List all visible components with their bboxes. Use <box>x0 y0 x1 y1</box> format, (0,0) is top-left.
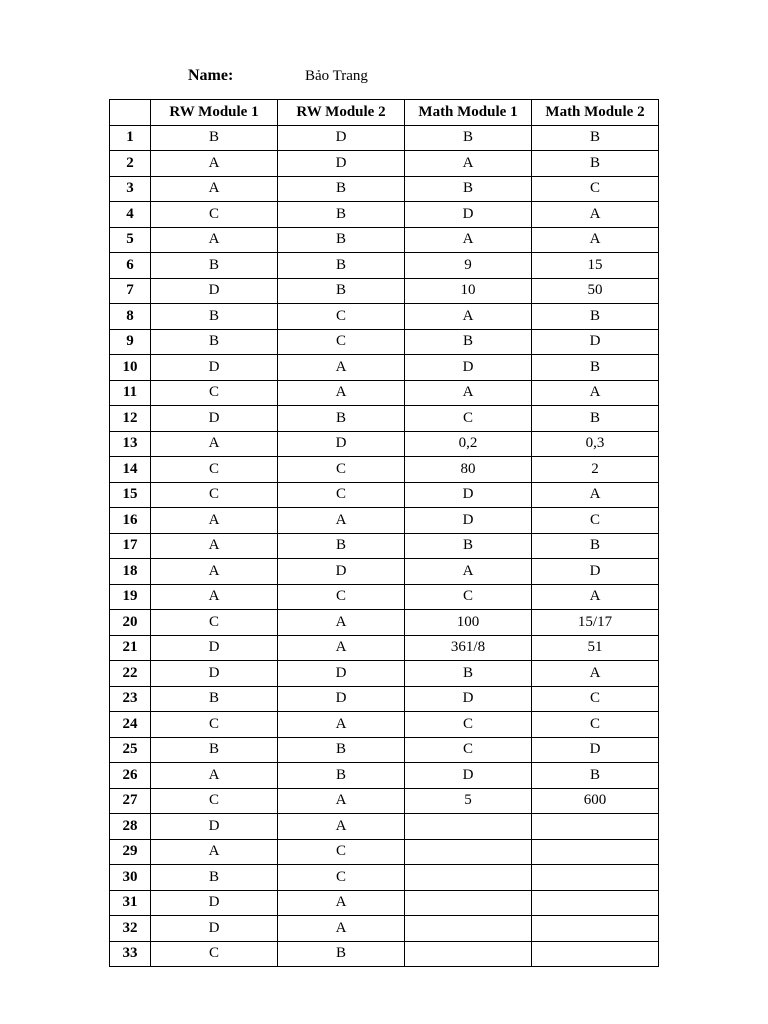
math-module-2-answer-cell: A <box>532 380 659 406</box>
rw-module-2-answer-cell: A <box>278 890 405 916</box>
math-module-2-answer-cell: 15/17 <box>532 610 659 636</box>
table-row <box>110 304 659 330</box>
rw-module-1-answer-cell: A <box>151 533 278 559</box>
table-row <box>110 788 659 814</box>
math-module-2-answer-cell: A <box>532 202 659 228</box>
math-module-2-answer-cell: A <box>532 584 659 610</box>
math-module-1-answer-cell: 10 <box>405 278 532 304</box>
math-module-2-answer-cell: C <box>532 712 659 738</box>
question-number-cell: 16 <box>110 508 151 534</box>
rw-module-1-answer-cell: A <box>151 227 278 253</box>
math-module-1-answer-cell: C <box>405 737 532 763</box>
rw-module-1-answer-cell: A <box>151 151 278 177</box>
table-row <box>110 763 659 789</box>
rw-module-1-answer-cell: D <box>151 890 278 916</box>
table-row <box>110 227 659 253</box>
question-number-cell: 30 <box>110 865 151 891</box>
math-module-1-answer-cell: D <box>405 202 532 228</box>
math-module-2-answer-cell: B <box>532 406 659 432</box>
math-module-1-answer-cell: 100 <box>405 610 532 636</box>
rw-module-2-answer-cell: A <box>278 380 405 406</box>
math-module-2-answer-cell: C <box>532 176 659 202</box>
question-number-cell: 33 <box>110 941 151 967</box>
question-number-cell: 17 <box>110 533 151 559</box>
question-number-cell: 18 <box>110 559 151 585</box>
rw-module-1-answer-cell: A <box>151 431 278 457</box>
question-number-cell: 14 <box>110 457 151 483</box>
math-module-1-answer-cell: 0,2 <box>405 431 532 457</box>
rw-module-1-answer-cell: A <box>151 176 278 202</box>
question-number-cell: 4 <box>110 202 151 228</box>
table-row <box>110 941 659 967</box>
table-row <box>110 839 659 865</box>
math-module-2-answer-cell: 600 <box>532 788 659 814</box>
column-header-rw-module-2: RW Module 2 <box>278 100 405 126</box>
rw-module-2-answer-cell: C <box>278 482 405 508</box>
math-module-1-answer-cell: D <box>405 482 532 508</box>
math-module-2-answer-cell <box>532 814 659 840</box>
rw-module-1-answer-cell: D <box>151 278 278 304</box>
math-module-2-answer-cell: B <box>532 763 659 789</box>
math-module-2-answer-cell: D <box>532 329 659 355</box>
rw-module-2-answer-cell: B <box>278 253 405 279</box>
rw-module-2-answer-cell: B <box>278 406 405 432</box>
column-header-math-module-2: Math Module 2 <box>532 100 659 126</box>
rw-module-1-answer-cell: B <box>151 253 278 279</box>
rw-module-1-answer-cell: B <box>151 304 278 330</box>
rw-module-2-answer-cell: A <box>278 814 405 840</box>
rw-module-1-answer-cell: C <box>151 941 278 967</box>
rw-module-2-answer-cell: C <box>278 839 405 865</box>
math-module-1-answer-cell: A <box>405 304 532 330</box>
question-number-cell: 10 <box>110 355 151 381</box>
table-row <box>110 814 659 840</box>
rw-module-2-answer-cell: B <box>278 176 405 202</box>
table-row <box>110 406 659 432</box>
math-module-2-answer-cell: C <box>532 686 659 712</box>
rw-module-1-answer-cell: C <box>151 482 278 508</box>
table-row <box>110 890 659 916</box>
math-module-1-answer-cell: A <box>405 380 532 406</box>
math-module-2-answer-cell: B <box>532 151 659 177</box>
math-module-2-answer-cell: C <box>532 508 659 534</box>
math-module-2-answer-cell <box>532 941 659 967</box>
math-module-2-answer-cell: A <box>532 482 659 508</box>
rw-module-1-answer-cell: A <box>151 839 278 865</box>
rw-module-2-answer-cell: B <box>278 202 405 228</box>
rw-module-2-answer-cell: C <box>278 865 405 891</box>
question-number-cell: 3 <box>110 176 151 202</box>
math-module-1-answer-cell <box>405 814 532 840</box>
table-row <box>110 355 659 381</box>
table-row <box>110 125 659 151</box>
name-value: Bảo Trang <box>305 68 368 84</box>
math-module-2-answer-cell <box>532 916 659 942</box>
rw-module-2-answer-cell: A <box>278 712 405 738</box>
rw-module-1-answer-cell: A <box>151 559 278 585</box>
question-number-cell: 7 <box>110 278 151 304</box>
rw-module-2-answer-cell: D <box>278 686 405 712</box>
question-number-cell: 9 <box>110 329 151 355</box>
rw-module-1-answer-cell: C <box>151 202 278 228</box>
rw-module-2-answer-cell: B <box>278 533 405 559</box>
rw-module-2-answer-cell: D <box>278 431 405 457</box>
table-row <box>110 533 659 559</box>
rw-module-1-answer-cell: D <box>151 661 278 687</box>
rw-module-1-answer-cell: C <box>151 457 278 483</box>
math-module-2-answer-cell <box>532 839 659 865</box>
math-module-2-answer-cell: D <box>532 737 659 763</box>
rw-module-1-answer-cell: C <box>151 610 278 636</box>
rw-module-2-answer-cell: A <box>278 916 405 942</box>
rw-module-2-answer-cell: B <box>278 941 405 967</box>
math-module-2-answer-cell: D <box>532 559 659 585</box>
math-module-1-answer-cell: C <box>405 584 532 610</box>
rw-module-1-answer-cell: D <box>151 916 278 942</box>
math-module-1-answer-cell: 5 <box>405 788 532 814</box>
question-number-cell: 24 <box>110 712 151 738</box>
rw-module-2-answer-cell: A <box>278 610 405 636</box>
math-module-1-answer-cell <box>405 865 532 891</box>
question-number-cell: 12 <box>110 406 151 432</box>
math-module-1-answer-cell: A <box>405 227 532 253</box>
table-row <box>110 431 659 457</box>
table-header-row <box>110 100 659 126</box>
math-module-2-answer-cell <box>532 865 659 891</box>
rw-module-1-answer-cell: A <box>151 584 278 610</box>
rw-module-2-answer-cell: C <box>278 304 405 330</box>
question-number-cell: 20 <box>110 610 151 636</box>
rw-module-2-answer-cell: D <box>278 125 405 151</box>
rw-module-1-answer-cell: C <box>151 788 278 814</box>
name-label: Name: <box>188 67 234 84</box>
table-row <box>110 151 659 177</box>
question-number-cell: 31 <box>110 890 151 916</box>
math-module-2-answer-cell: B <box>532 125 659 151</box>
rw-module-2-answer-cell: A <box>278 635 405 661</box>
rw-module-2-answer-cell: C <box>278 584 405 610</box>
table-row <box>110 916 659 942</box>
rw-module-2-answer-cell: D <box>278 151 405 177</box>
math-module-1-answer-cell: B <box>405 125 532 151</box>
math-module-2-answer-cell: 50 <box>532 278 659 304</box>
rw-module-1-answer-cell: D <box>151 355 278 381</box>
math-module-2-answer-cell: B <box>532 533 659 559</box>
math-module-1-answer-cell <box>405 941 532 967</box>
rw-module-2-answer-cell: C <box>278 329 405 355</box>
math-module-1-answer-cell <box>405 890 532 916</box>
rw-module-1-answer-cell: B <box>151 125 278 151</box>
question-number-cell: 32 <box>110 916 151 942</box>
math-module-2-answer-cell: 2 <box>532 457 659 483</box>
rw-module-2-answer-cell: A <box>278 788 405 814</box>
table-row <box>110 661 659 687</box>
table-row <box>110 610 659 636</box>
math-module-1-answer-cell: D <box>405 763 532 789</box>
table-row <box>110 865 659 891</box>
table-row <box>110 559 659 585</box>
math-module-1-answer-cell: A <box>405 559 532 585</box>
rw-module-2-answer-cell: A <box>278 355 405 381</box>
question-number-cell: 5 <box>110 227 151 253</box>
rw-module-2-answer-cell: B <box>278 737 405 763</box>
math-module-1-answer-cell: D <box>405 355 532 381</box>
column-header-number <box>110 100 151 126</box>
rw-module-2-answer-cell: D <box>278 661 405 687</box>
math-module-2-answer-cell: A <box>532 661 659 687</box>
rw-module-2-answer-cell: B <box>278 763 405 789</box>
math-module-1-answer-cell: D <box>405 508 532 534</box>
math-module-1-answer-cell: A <box>405 151 532 177</box>
table-row <box>110 508 659 534</box>
math-module-2-answer-cell: 51 <box>532 635 659 661</box>
column-header-rw-module-1: RW Module 1 <box>151 100 278 126</box>
table-row <box>110 635 659 661</box>
math-module-2-answer-cell: 0,3 <box>532 431 659 457</box>
math-module-2-answer-cell: B <box>532 304 659 330</box>
rw-module-1-answer-cell: B <box>151 329 278 355</box>
rw-module-1-answer-cell: A <box>151 763 278 789</box>
question-number-cell: 22 <box>110 661 151 687</box>
question-number-cell: 2 <box>110 151 151 177</box>
math-module-1-answer-cell <box>405 916 532 942</box>
rw-module-2-answer-cell: A <box>278 508 405 534</box>
table-row <box>110 686 659 712</box>
table-row <box>110 329 659 355</box>
rw-module-1-answer-cell: D <box>151 406 278 432</box>
rw-module-1-answer-cell: C <box>151 380 278 406</box>
table-row <box>110 737 659 763</box>
table-row <box>110 482 659 508</box>
math-module-1-answer-cell: C <box>405 406 532 432</box>
math-module-1-answer-cell: C <box>405 712 532 738</box>
question-number-cell: 13 <box>110 431 151 457</box>
math-module-1-answer-cell: B <box>405 329 532 355</box>
answer-rows <box>110 125 659 967</box>
math-module-2-answer-cell: B <box>532 355 659 381</box>
question-number-cell: 6 <box>110 253 151 279</box>
rw-module-1-answer-cell: B <box>151 686 278 712</box>
table-row <box>110 202 659 228</box>
table-row <box>110 712 659 738</box>
rw-module-1-answer-cell: A <box>151 508 278 534</box>
math-module-1-answer-cell: 361/8 <box>405 635 532 661</box>
rw-module-1-answer-cell: B <box>151 865 278 891</box>
math-module-1-answer-cell <box>405 839 532 865</box>
rw-module-2-answer-cell: C <box>278 457 405 483</box>
answer-table <box>109 99 659 967</box>
table-row <box>110 278 659 304</box>
question-number-cell: 29 <box>110 839 151 865</box>
rw-module-2-answer-cell: D <box>278 559 405 585</box>
rw-module-2-answer-cell: B <box>278 278 405 304</box>
rw-module-2-answer-cell: B <box>278 227 405 253</box>
math-module-1-answer-cell: 9 <box>405 253 532 279</box>
rw-module-1-answer-cell: C <box>151 712 278 738</box>
math-module-1-answer-cell: B <box>405 176 532 202</box>
question-number-cell: 25 <box>110 737 151 763</box>
question-number-cell: 27 <box>110 788 151 814</box>
question-number-cell: 21 <box>110 635 151 661</box>
question-number-cell: 23 <box>110 686 151 712</box>
rw-module-1-answer-cell: D <box>151 635 278 661</box>
math-module-1-answer-cell: B <box>405 533 532 559</box>
question-number-cell: 1 <box>110 125 151 151</box>
question-number-cell: 28 <box>110 814 151 840</box>
question-number-cell: 26 <box>110 763 151 789</box>
math-module-2-answer-cell: 15 <box>532 253 659 279</box>
question-number-cell: 8 <box>110 304 151 330</box>
table-row <box>110 457 659 483</box>
math-module-1-answer-cell: D <box>405 686 532 712</box>
question-number-cell: 19 <box>110 584 151 610</box>
question-number-cell: 11 <box>110 380 151 406</box>
column-header-math-module-1: Math Module 1 <box>405 100 532 126</box>
math-module-1-answer-cell: 80 <box>405 457 532 483</box>
rw-module-1-answer-cell: D <box>151 814 278 840</box>
math-module-1-answer-cell: B <box>405 661 532 687</box>
table-row <box>110 584 659 610</box>
table-row <box>110 380 659 406</box>
table-row <box>110 176 659 202</box>
question-number-cell: 15 <box>110 482 151 508</box>
math-module-2-answer-cell <box>532 890 659 916</box>
table-row <box>110 253 659 279</box>
math-module-2-answer-cell: A <box>532 227 659 253</box>
rw-module-1-answer-cell: B <box>151 737 278 763</box>
